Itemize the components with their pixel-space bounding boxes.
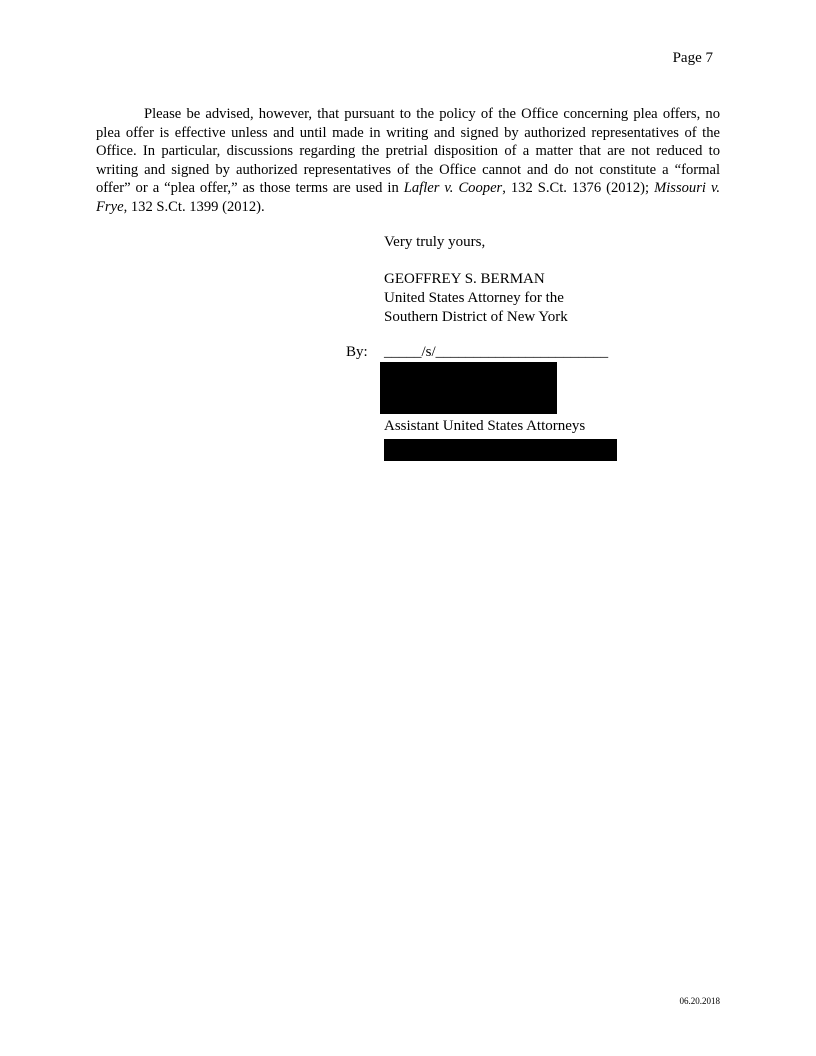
signer-title-line2: Southern District of New York bbox=[384, 309, 568, 325]
paragraph-text-part1: Please be advised, however, that pursuant to the policy of the Office concerning plea offers, no plea offer is effective unless and until made in writing and signed by authorized representatives of the Office. In particular, discussions regarding the pretrial disposition of a matter that are not reduced to writing and signed by authorized representatives of the Office cannot and do not constitute a “formal offer” or a “plea offer,” as those terms are used in bbox=[96, 106, 720, 197]
signer-title-line1: United States Attorney for the bbox=[384, 290, 564, 306]
page-number: Page 7 bbox=[672, 50, 713, 66]
redaction-block-names bbox=[380, 362, 557, 414]
attorneys-title: Assistant United States Attorneys bbox=[384, 418, 586, 434]
letter-closing: Very truly yours, bbox=[384, 234, 486, 250]
by-label: By: bbox=[346, 344, 368, 360]
signer-block bbox=[384, 270, 568, 327]
signature-line: _____/s/_______________________ bbox=[384, 344, 609, 360]
case-citation-lafler: Lafler v. Cooper bbox=[403, 180, 503, 197]
redaction-block-contact bbox=[384, 439, 617, 461]
paragraph-text-part3: , 132 S.Ct. 1399 (2012). bbox=[123, 198, 265, 215]
body-paragraph bbox=[96, 105, 720, 217]
signer-name: GEOFFREY S. BERMAN bbox=[384, 271, 545, 287]
paragraph-text-part2: , 132 S.Ct. 1376 (2012); bbox=[502, 180, 655, 197]
case-citation-frye: Missouri v. Frye bbox=[96, 180, 720, 215]
footer-date: 06.20.2018 bbox=[679, 996, 720, 1006]
signature-by-row bbox=[346, 343, 608, 362]
